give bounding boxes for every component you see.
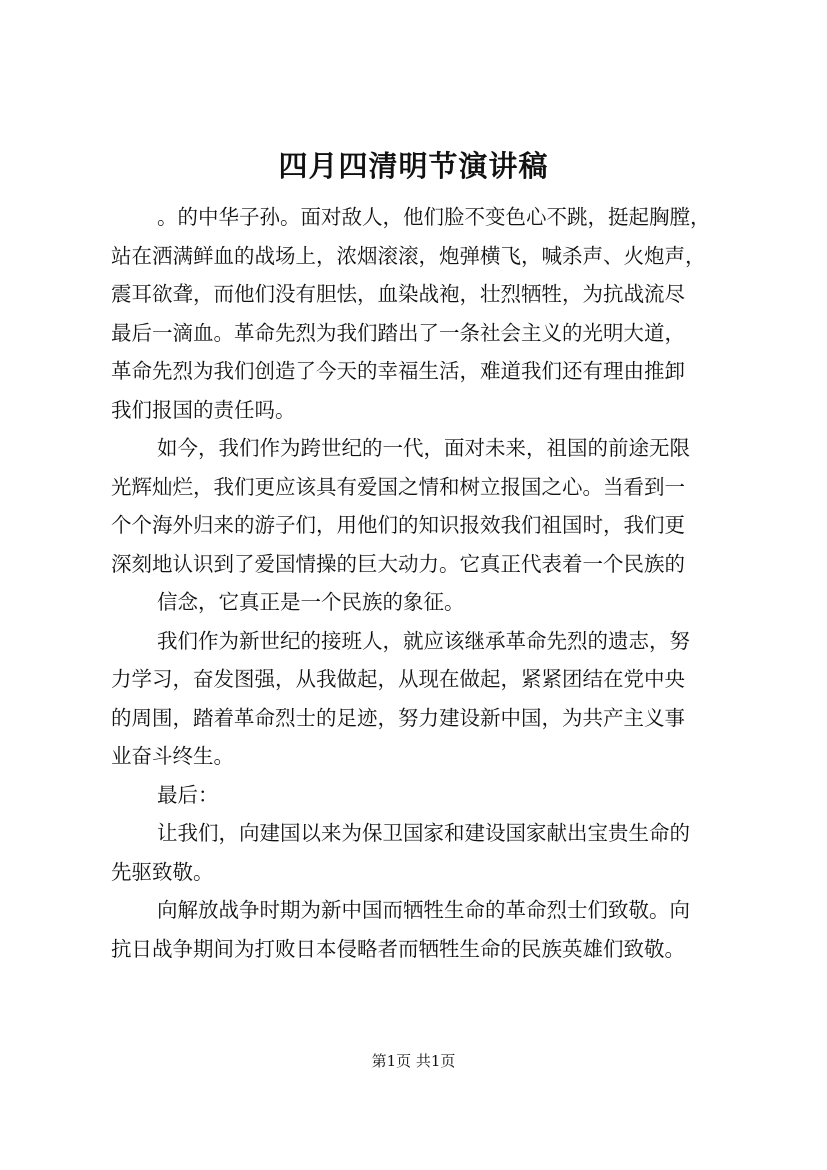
text-line: 信念，它真正是一个民族的象征。 bbox=[157, 590, 465, 614]
text-line: 震耳欲聋，而他们没有胆怯，血染战袍，壮烈牺牲，为抗战流尽 bbox=[111, 282, 685, 306]
text-line: 深刻地认识到了爱国情操的巨大动力。它真正代表着一个民族的 bbox=[111, 551, 685, 576]
text-line: 业奋斗终生。 bbox=[111, 744, 234, 768]
text-line: 让我们，向建国以来为保卫国家和建设国家献出宝贵生命的 bbox=[157, 821, 690, 845]
document-body bbox=[111, 198, 733, 968]
text-line: 我们报国的责任吗。 bbox=[111, 397, 296, 422]
text-line: 我们作为新世纪的接班人，就应该继承革命先烈的遗志，努 bbox=[157, 628, 690, 653]
page-footer: 第1页 共1页 bbox=[371, 1052, 456, 1070]
text-line: 革命先烈为我们创造了今天的幸福生活，难道我们还有理由推卸 bbox=[111, 359, 685, 383]
document-title: 四月四清明节演讲稿 bbox=[278, 149, 549, 183]
text-line: 抗日战争期间为打败日本侵略者而牺牲生命的民族英雄们致敬。 bbox=[111, 936, 685, 961]
text-line: 站在洒满鲜血的战场上，浓烟滚滚，炮弹横飞，喊杀声、火炮声， bbox=[111, 243, 706, 268]
text-line: 最后： bbox=[157, 782, 219, 807]
text-line: 。的中华子孙。面对敌人，他们脸不变色心不跳，挺起胸膛， bbox=[157, 205, 711, 229]
text-line: 向解放战争时期为新中国而牺牲生命的革命烈士们致敬。向 bbox=[157, 898, 690, 922]
text-line: 最后一滴血。革命先烈为我们踏出了一条社会主义的光明大道， bbox=[111, 320, 685, 345]
text-line: 光辉灿烂，我们更应该具有爱国之情和树立报国之心。当看到一 bbox=[111, 474, 685, 499]
text-line: 的周围，踏着革命烈士的足迹，努力建设新中国，为共产主义事 bbox=[111, 705, 685, 730]
text-line: 力学习，奋发图强，从我做起，从现在做起，紧紧团结在党中央 bbox=[111, 667, 685, 691]
text-line: 如今，我们作为跨世纪的一代，面对未来，祖国的前途无限 bbox=[157, 436, 690, 460]
text-line: 先驱致敬。 bbox=[111, 859, 214, 884]
text-line: 个个海外归来的游子们，用他们的知识报效我们祖国时，我们更 bbox=[111, 513, 685, 537]
